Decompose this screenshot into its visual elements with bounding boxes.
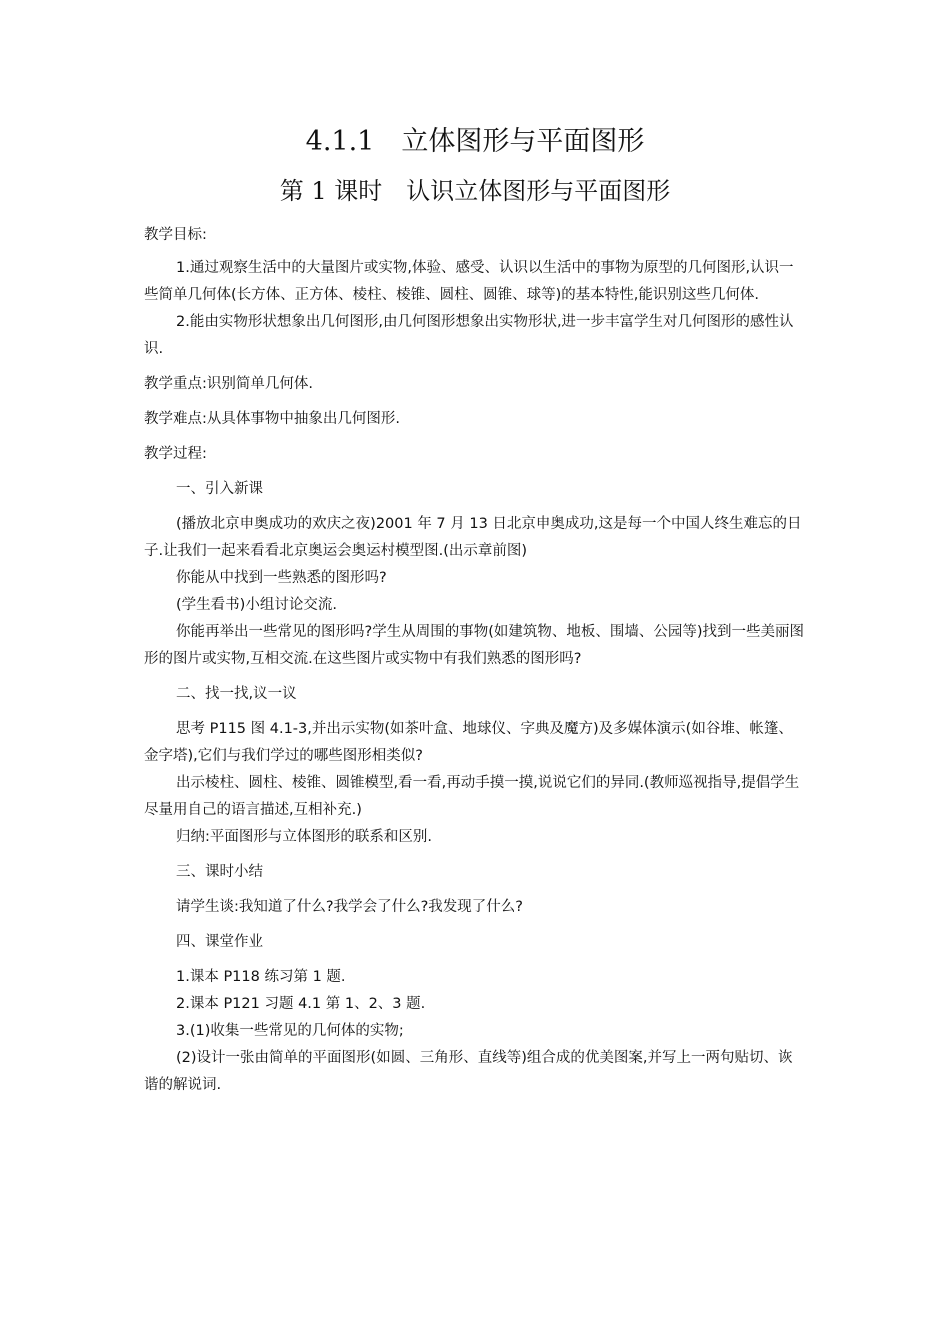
section-1-para-4: 你能再举出一些常见的图形吗?学生从周围的事物(如建筑物、地板、围墙、公园等)找到一些美丽图形的图片或实物,互相交流.在这些图片或实物中有我们熟悉的图形吗? (144, 624, 805, 667)
key-point: 教学重点:识别简单几何体. (144, 376, 313, 392)
lesson-subtitle: 第 1 课时 认识立体图形与平面图形 (279, 177, 671, 205)
goal-item-1: 1.通过观察生活中的大量图片或实物,体验、感受、认识以生活中的事物为原型的几何图形,认识一些简单几何体(长方体、正方体、棱柱、棱锥、圆柱、圆锥、球等)的基本特性,能识别这些几何体. (144, 260, 794, 303)
section-2-heading: 二、找一找,议一议 (176, 686, 297, 702)
section-1-para-1: (播放北京申奥成功的欢庆之夜)2001 年 7 月 13 日北京申奥成功,这是每一个中国人终生难忘的日子.让我们一起来看看北京奥运会奥运村模型图.(出示章前图) (144, 516, 802, 559)
section-2-para-3: 归纳:平面图形与立体图形的联系和区别. (176, 829, 432, 845)
section-4-para-2: 2.课本 P121 习题 4.1 第 1、2、3 题. (176, 996, 426, 1012)
lesson-content (144, 222, 806, 1099)
section-4-heading: 四、课堂作业 (176, 934, 263, 950)
section-4-para-1: 1.课本 P118 练习第 1 题. (176, 969, 346, 985)
section-4-para-3: 3.(1)收集一些常见的几何体的实物; (176, 1023, 404, 1039)
goal-item-2: 2.能由实物形状想象出几何图形,由几何图形想象出实物形状,进一步丰富学生对几何图形的感性认识. (144, 314, 794, 357)
goals-heading: 教学目标: (144, 227, 207, 243)
section-1-para-3: (学生看书)小组讨论交流. (176, 597, 337, 613)
section-1-para-2: 你能从中找到一些熟悉的图形吗? (176, 570, 387, 586)
section-3-heading: 三、课时小结 (176, 864, 263, 880)
difficulty: 教学难点:从具体事物中抽象出几何图形. (144, 411, 400, 427)
section-1-heading: 一、引入新课 (176, 481, 263, 497)
process-heading: 教学过程: (144, 446, 207, 462)
section-4-para-4: (2)设计一张由简单的平面图形(如圆、三角形、直线等)组合成的优美图案,并写上一两句贴切、诙谐的解说词. (144, 1050, 793, 1093)
section-2-para-1: 思考 P115 图 4.1-3,并出示实物(如茶叶盒、地球仪、字典及魔方)及多媒体演示(如谷堆、帐篷、金字塔),它们与我们学过的哪些图形相类似? (144, 721, 793, 764)
section-2-para-2: 出示棱柱、圆柱、棱锥、圆锥模型,看一看,再动手摸一摸,说说它们的异同.(教师巡视指导,提倡学生尽量用自己的语言描述,互相补充.) (144, 775, 800, 818)
lesson-title: 4.1.1 立体图形与平面图形 (305, 126, 645, 157)
section-3-para-1: 请学生谈:我知道了什么?我学会了什么?我发现了什么? (176, 899, 523, 915)
